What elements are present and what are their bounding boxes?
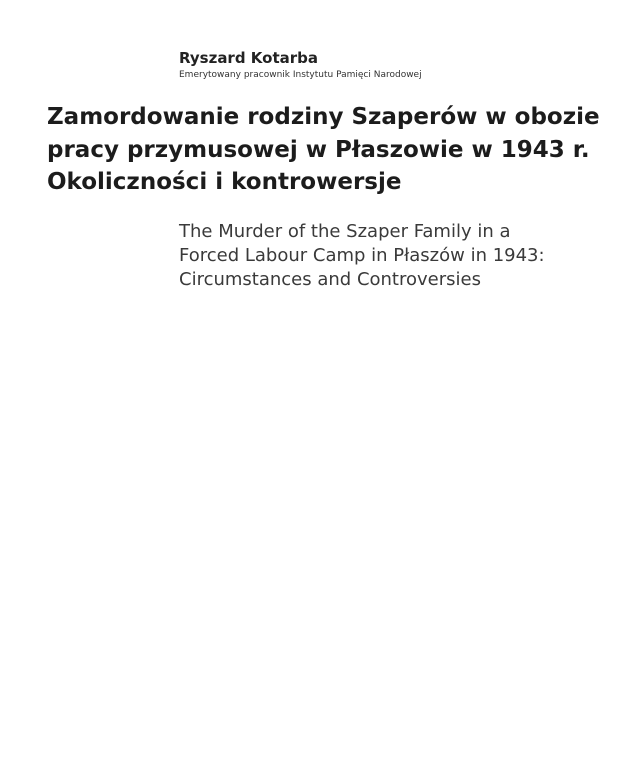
title-en-line: The Murder of the Szaper Family in a: [179, 221, 511, 242]
article-title-polish: [47, 101, 600, 199]
article-title-english: [179, 220, 599, 292]
author-block: [179, 48, 579, 82]
author-affiliation: Emerytowany pracownik Instytutu Pamięci Narodowej: [179, 70, 422, 80]
title-pl-line: Zamordowanie rodziny Szaperów w obozie: [47, 104, 600, 130]
title-en-line: Circumstances and Controversies: [179, 269, 481, 290]
author-name: Ryszard Kotarba: [179, 49, 319, 67]
title-pl-line: pracy przymusowej w Płaszowie w 1943 r.: [47, 136, 590, 163]
title-pl-line: Okoliczności i kontrowersje: [47, 169, 402, 195]
title-en-line: Forced Labour Camp in Płaszów in 1943:: [179, 245, 545, 266]
